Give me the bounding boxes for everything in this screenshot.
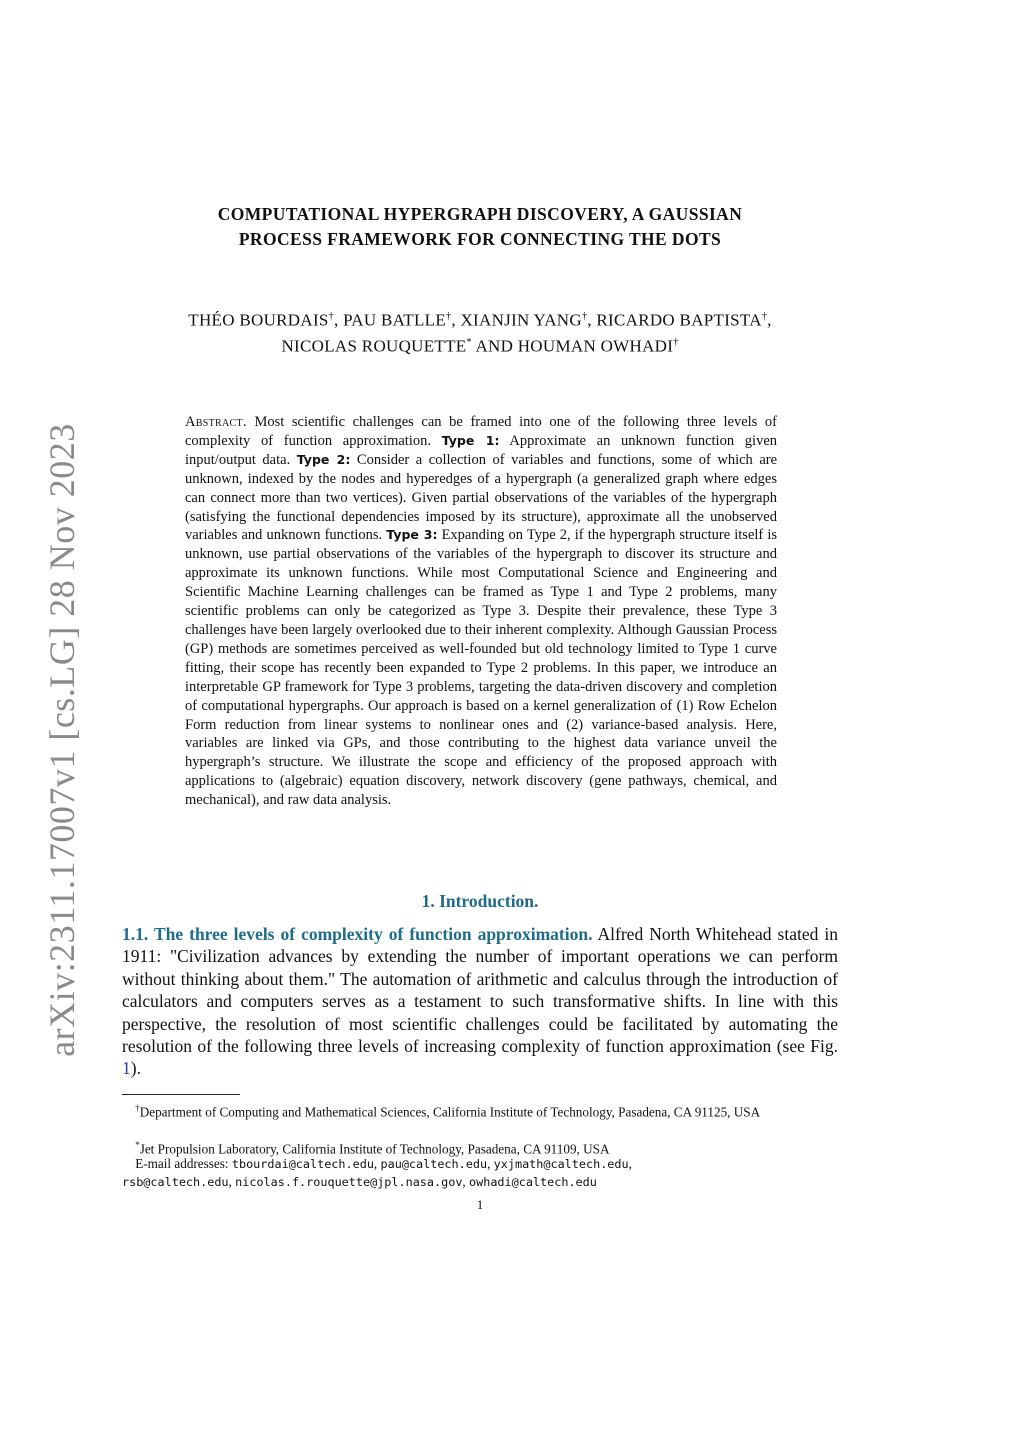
affiliation-mark: †	[581, 311, 588, 322]
affiliation-mark: *	[466, 336, 472, 348]
email-link[interactable]: owhadi@caltech.edu	[469, 1175, 597, 1190]
email-link[interactable]: yxjmath@caltech.edu	[493, 1157, 629, 1171]
type-1-label: Type 1:	[441, 432, 500, 448]
author-name: PAU BATLLE	[343, 310, 447, 330]
subsection-heading: 1.1. The three levels of complexity of function approximation.	[122, 924, 593, 944]
footnote-mark: *	[135, 1140, 140, 1150]
footnote-affiliation-1	[122, 1099, 838, 1122]
footnote-mark: †	[135, 1103, 140, 1113]
footnote-rule	[122, 1094, 240, 1095]
abstract-label: Abstract.	[185, 414, 247, 430]
email-link[interactable]: pau@caltech.edu	[380, 1157, 488, 1171]
section-heading: 1. Introduction.	[421, 891, 539, 911]
affiliation-mark: †	[446, 311, 452, 322]
author-name: HOUMAN OWHADI	[517, 336, 674, 356]
footnote-text: Department of Computing and Mathematical Sciences, California Institute of Technology, Pasadena, CA 91125, USA	[139, 1104, 761, 1120]
author-list	[122, 306, 838, 357]
author-line-1: THÉO BOURDAIS†, PAU BATLLE†, XIANJIN YANG†, RICARDO BAPTISTA†,	[188, 310, 772, 330]
footnote-text: Jet Propulsion Laboratory, California Institute of Technology, Pasadena, CA 91109, USA	[139, 1141, 610, 1157]
footnote-emails: E-mail addresses: tbourdai@caltech.edu, pau@caltech.edu, yxjmath@caltech.edu, rsb@caltech.edu, nicolas.f.rouquette@jpl.nasa.gov, owhadi@caltech.edu	[122, 1156, 632, 1190]
title-line-2: PROCESS FRAMEWORK FOR CONNECTING THE DOTS	[238, 229, 722, 249]
paper-title	[122, 202, 838, 252]
intro-paragraph	[122, 923, 838, 1080]
abstract-text: Consider a collection of variables and functions, some of which are unknown, indexed by the nodes and hyperedges of a hypergraph (a generalized graph where edges can connect more than two vertices). Given partial observations of the variables of the hypergraph (satisfying the functional dependencies imposed by its structure), approximate all the unobserved variables and unknown functions.	[185, 451, 778, 544]
title-line-1: COMPUTATIONAL HYPERGRAPH DISCOVERY, A GAUSSIAN	[217, 204, 743, 224]
author-name: NICOLAS ROUQUETTE	[281, 336, 467, 356]
author-name: THÉO BOURDAIS	[188, 310, 329, 330]
author-name: XIANJIN YANG	[460, 310, 582, 330]
paragraph-text-end: ).	[130, 1058, 141, 1079]
page-number: 1	[476, 1197, 484, 1212]
abstract-text: Most scientific challenges can be framed into one of the following three levels of complexity of function approximation.	[185, 414, 777, 449]
figure-ref-link[interactable]: 1	[122, 1058, 131, 1079]
type-3-label: Type 3:	[386, 527, 438, 543]
email-link[interactable]: rsb@caltech.edu	[122, 1175, 229, 1190]
email-link[interactable]: nicolas.f.rouquette@jpl.nasa.gov	[235, 1175, 463, 1190]
affiliation-mark: †	[673, 336, 679, 348]
author-conjunction: AND	[475, 336, 514, 356]
email-label: E-mail addresses:	[135, 1156, 229, 1171]
affiliation-mark: †	[761, 311, 768, 322]
arxiv-stamp: arXiv:2311.17007v1 [cs.LG] 28 Nov 2023	[42, 423, 82, 1057]
abstract-text: Expanding on Type 2, if the hypergraph structure itself is unknown, use partial observations of the variables of the hypergraph to discover its structure and approximate its unknown functions. While most Computational Science and Engineering and Scientific Machine Learning challenges can be framed as Type 1 and Type 2 problems, many scientific problems can only be categorized as Type 3. Despite their prevalence, these Type 3 challenges have been largely overlooked due to their inherent complexity. Although Gaussian Process (GP) methods are sometimes perceived as well-founded but old technology limited to Type 1 curve fitting, their scope has recently been expanded to Type 2 problems. In this paper, we introduce an interpretable GP framework for Type 3 problems, targeting the data-driven discovery and completion of computational hypergraphs. Our approach is based on a kernel generalization of (1) Row Echelon Form reduction from linear systems to nonlinear ones and (2) variance-based analysis. Here, variables are linked via GPs, and those contributing to the highest data variance unveil the hypergraph’s structure. We illustrate the scope and efficiency of the proposed approach with applications to (algebraic) equation discovery, network discovery (gene pathways, chemical, and mechanical), and raw data analysis.	[185, 527, 778, 809]
paragraph-text: Alfred North Whitehead stated in 1911: "Civilization advances by extending the number of important operations we can perform without thinking about them." The automation of arithmetic and calculus through the introduction of calculators and computers serves as a testament to such transformative shifts. In line with this perspective, the resolution of most scientific challenges could be facilitated by automating the resolution of the following three levels of increasing complexity of function approximation (see Fig.	[122, 924, 838, 1057]
author-line-2	[122, 332, 838, 358]
author-name: RICARDO BAPTISTA	[596, 310, 762, 330]
abstract-text: Approximate an unknown function given input/output data.	[185, 432, 778, 468]
email-link[interactable]: tbourdai@caltech.edu	[231, 1157, 374, 1171]
type-2-label: Type 2:	[296, 451, 351, 467]
affiliation-mark: †	[328, 311, 334, 322]
abstract	[185, 413, 777, 810]
